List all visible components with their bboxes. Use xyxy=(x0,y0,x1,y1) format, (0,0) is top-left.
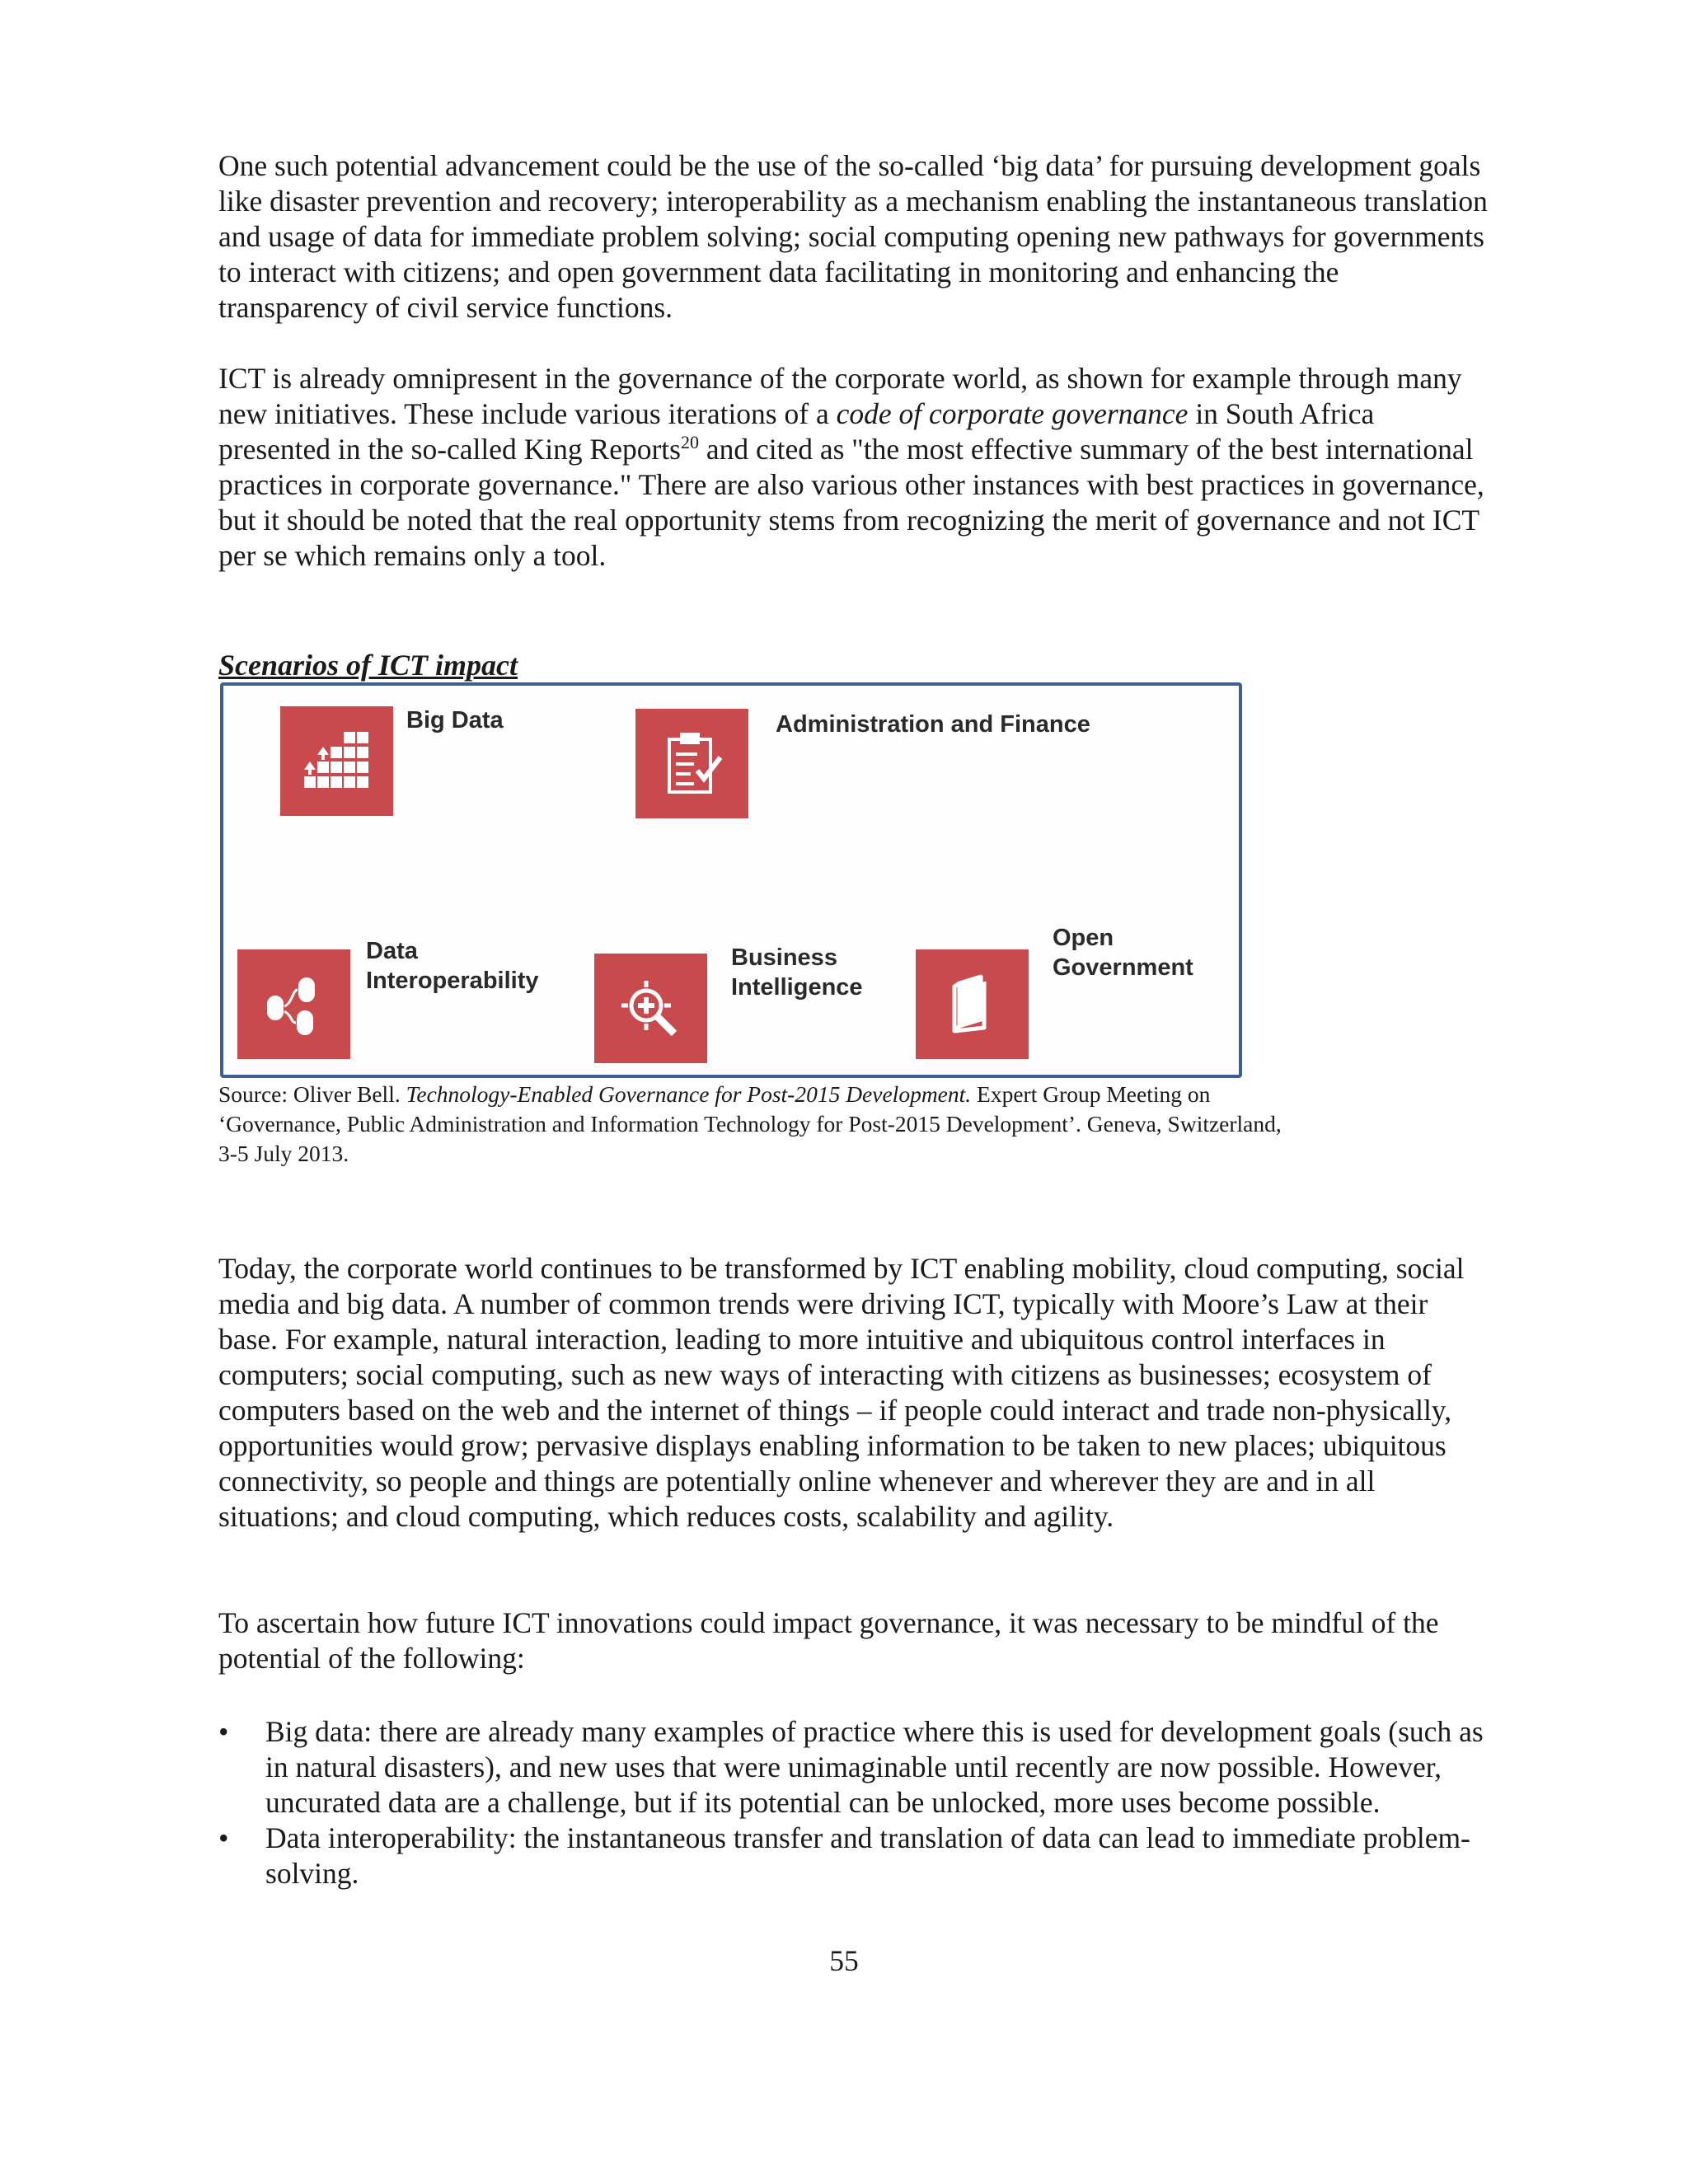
footnote-marker[interactable]: 20 xyxy=(680,432,699,453)
para2-text-2: in South Africa presented in the so-called King Reports xyxy=(218,397,1375,466)
label-line-data: Data xyxy=(366,938,418,964)
list-item-text: Big data: there are already many examples of practice where this is used for development goals (such as in natural disasters), and new uses that were unimaginable until recently are now possible. However, uncurated data are a challenge, but if its potential can be unlocked, more uses become possible. xyxy=(265,1715,1484,1819)
label-line-interoperability: Interoperability xyxy=(366,968,539,994)
list-item xyxy=(218,1821,1488,1891)
paragraph-big-data-intro: One such potential advancement could be the use of the so-called ‘big data’ for pursuing development goals like disaster prevention and recovery; interoperability as a mechanism enabling the instantaneous translation and usage of data for immediate problem solving; social computing opening new pathways for governments to interact with citizens; and open government data facilitating in monitoring and enhancing the transparency of civil service functions. xyxy=(218,149,1488,324)
paragraph-corporate-trends: Today, the corporate world continues to be transformed by ICT enabling mobility, cloud computing, social media and big data. A number of common trends were driving ICT, typically with Moore’s Law at their base. For example, natural interaction, leading to more intuitive and ubiquitous control interfaces in computers; social computing, such as new ways of interacting with citizens as businesses; ecosystem of computers based on the web and the internet of things – if people could interact and trade non-physically, opportunities would grow; pervasive displays enabling information to be taken to new places; ubiquitous connectivity, so people and things are potentially online whenever and wherever they are and in all situations; and cloud computing, which reduces costs, scalability and agility. xyxy=(218,1252,1465,1533)
book-icon xyxy=(938,970,1007,1039)
figure-source-caption xyxy=(218,1080,1290,1169)
source-suffix: Expert Group Meeting on ‘Governance, Public Administration and Information Technology for Post-2015 Development’. Geneva, Switzerland, 3-5 July 2013. xyxy=(218,1081,1282,1166)
open-government-label xyxy=(1053,923,1193,982)
label-line-business: Business xyxy=(731,944,837,971)
para2-text-1: ICT is already omnipresent in the governance of the corporate world, as shown for example through many new initiatives. These include various iterations of a xyxy=(218,362,1462,430)
scenarios-figure xyxy=(220,682,1242,1078)
paragraph-future-innovations: To ascertain how future ICT innovations could impact governance, it was necessary to be mindful of the potential of the following: xyxy=(218,1606,1439,1675)
figure-title: Scenarios of ICT impact xyxy=(218,649,518,682)
bullet-marker: • xyxy=(218,1821,229,1854)
business-intelligence-tile xyxy=(594,954,707,1063)
label-line-open: Open xyxy=(1053,925,1114,951)
business-intelligence-label xyxy=(731,943,863,1002)
clipboard-check-icon xyxy=(658,729,727,799)
para2-text-3: and cited as "the most effective summary of the best international practices in corporate governance." There are also various other instances with best practices in governance, but it should be noted that the real opportunity stems from recognizing the merit of governance and not ICT per se which remains only a tool. xyxy=(218,433,1484,572)
list-item xyxy=(218,1714,1488,1821)
source-prefix: Source: Oliver Bell. xyxy=(218,1081,406,1107)
para2-italic-term: code of corporate governance xyxy=(836,397,1189,430)
potential-list xyxy=(218,1714,1488,1891)
open-government-tile xyxy=(916,949,1029,1059)
label-line-government: Government xyxy=(1053,954,1193,981)
administration-finance-tile xyxy=(635,709,748,818)
linked-mice-icon xyxy=(260,970,329,1039)
paragraph-corporate-governance xyxy=(218,361,1488,574)
list-item-text: Data interoperability: the instantaneous transfer and translation of data can lead to immediate problem-solving. xyxy=(265,1821,1470,1890)
magnifier-target-icon xyxy=(617,974,686,1043)
big-data-label: Big Data xyxy=(406,707,504,733)
label-line-intelligence: Intelligence xyxy=(731,974,863,1001)
bar-grid-icon xyxy=(302,727,372,796)
data-interoperability-tile xyxy=(237,949,350,1059)
bullet-marker: • xyxy=(218,1715,229,1748)
data-interoperability-label xyxy=(366,936,539,996)
source-title: Technology-Enabled Governance for Post-2015 Development. xyxy=(406,1081,972,1107)
page-number: 55 xyxy=(829,1944,859,1977)
administration-finance-label: Administration and Finance xyxy=(776,711,1090,738)
big-data-tile xyxy=(280,706,393,816)
